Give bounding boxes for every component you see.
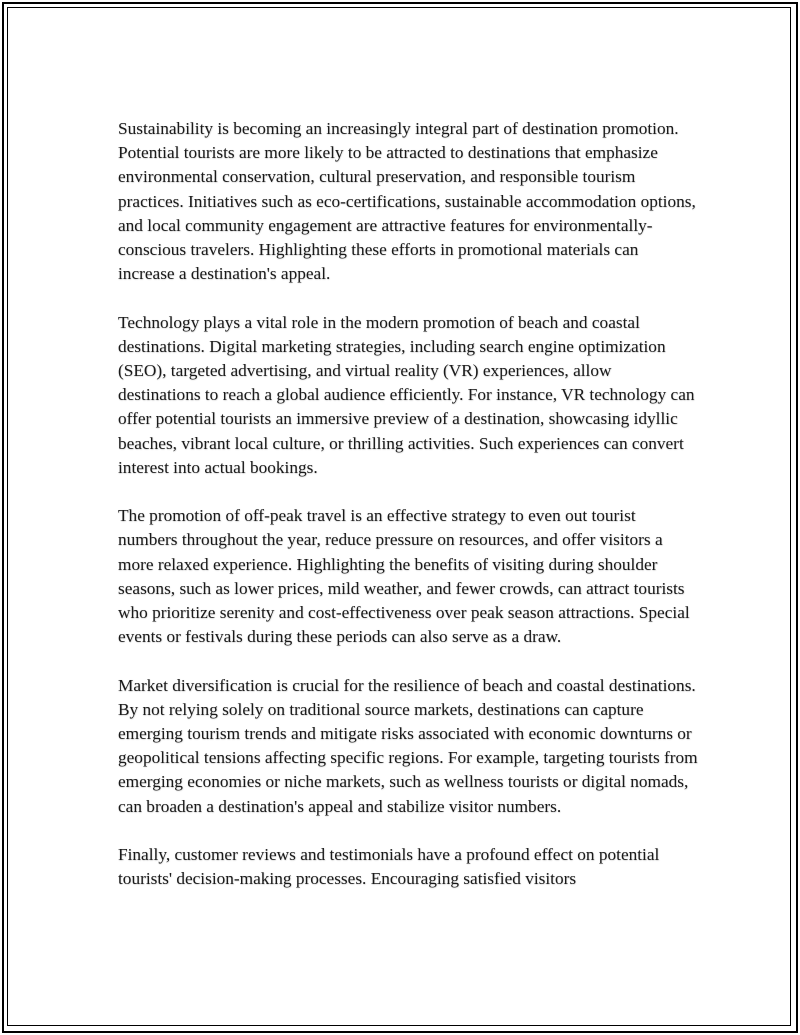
- paragraph-sustainability: Sustainability is becoming an increasingly integral part of destination promotion. Potential tourists are more likely to be attracted to destinations that emphasize environmental conservation, cultural preservation, and responsible tourism practices. Initiatives such as eco-certifications, sustainable accommodation options, and local community engagement are attractive features for environmentally-conscious travelers. Highlighting these efforts in promotional materials can increase a destination's appeal.: [118, 119, 696, 284]
- paragraph-market-diversification: Market diversification is crucial for the resilience of beach and coastal destinations. By not relying solely on traditional source markets, destinations can capture emerging tourism trends and mitigate risks associated with economic downturns or geopolitical tensions affecting specific regions. For example, targeting tourists from emerging economies or niche markets, such as wellness tourists or digital nomads, can broaden a destination's appeal and stabilize visitor numbers.: [118, 675, 698, 816]
- document-body: [118, 117, 698, 891]
- paragraph-off-peak-travel: The promotion of off-peak travel is an effective strategy to even out tourist numbers throughout the year, reduce pressure on resources, and offer visitors a more relaxed experience. Highlighting the benefits of visiting during shoulder seasons, such as lower prices, mild weather, and fewer crowds, can attract tourists who prioritize serenity and cost-effectiveness over peak season attractions. Special events or festivals during these periods can also serve as a draw.: [118, 506, 690, 647]
- paragraph-customer-reviews: Finally, customer reviews and testimonials have a profound effect on potential tourists' decision-making processes. Encouraging satisfied visitors: [118, 845, 660, 889]
- paragraph-technology: Technology plays a vital role in the modern promotion of beach and coastal destinations. Digital marketing strategies, including search engine optimization (SEO), targeted advertising, and virtual reality (VR) experiences, allow destinations to reach a global audience efficiently. For instance, VR technology can offer potential tourists an immersive preview of a destination, showcasing idyllic beaches, vibrant local culture, or thrilling activities. Such experiences can convert interest into actual bookings.: [118, 312, 695, 477]
